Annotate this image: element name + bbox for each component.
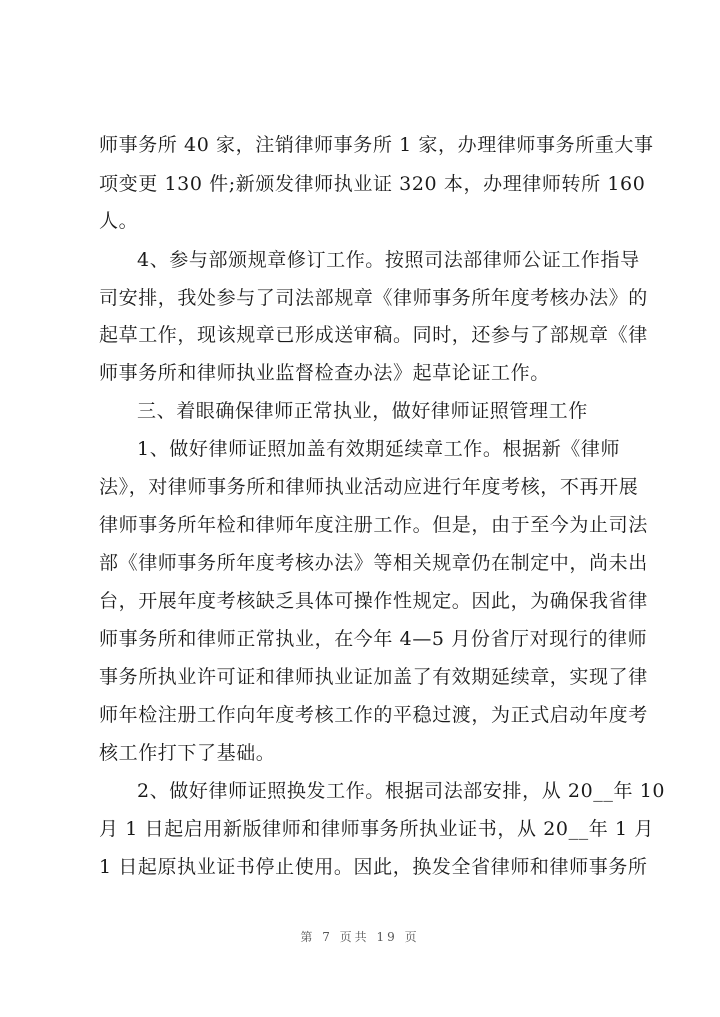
text-line: 司安排，我处参与了司法部规章《律师事务所年度考核办法》的 <box>99 287 648 309</box>
text-line: 师事务所 40 家，注销律师事务所 1 家，办理律师事务所重大事 <box>99 134 654 156</box>
text-line: 起草工作，现该规章已形成送审稿。同时，还参与了部规章《律 <box>99 324 648 346</box>
text-line: 核工作打下了基础。 <box>99 742 276 764</box>
text-line: 律师事务所年检和律师年度注册工作。但是，由于至今为止司法 <box>99 514 648 536</box>
text-line: 4、参与部颁规章修订工作。按照司法部律师公证工作指导 <box>137 249 640 271</box>
text-line: 台，开展年度考核缺乏具体可操作性规定。因此，为确保我省律 <box>99 590 648 612</box>
text-line: 人。 <box>99 210 139 232</box>
text-line: 部《律师事务所年度考核办法》等相关规章仍在制定中，尚未出 <box>99 552 648 574</box>
text-line: 项变更 130 件;新颁发律师执业证 320 本，办理律师转所 160 <box>99 173 646 195</box>
text-line: 法》，对律师事务所和律师执业活动应进行年度考核，不再开展 <box>99 476 639 498</box>
text-line: 师事务所和律师正常执业，在今年 4—5 月份省厅对现行的律师 <box>99 628 648 650</box>
section-heading: 三、着眼确保律师正常执业，做好律师证照管理工作 <box>137 400 588 422</box>
text-line: 事务所执业许可证和律师执业证加盖了有效期延续章，实现了律 <box>99 666 648 688</box>
text-line: 1 日起原执业证书停止使用。因此，换发全省律师和律师事务所 <box>99 856 648 878</box>
text-line: 2、做好律师证照换发工作。根据司法部安排，从 20__年 10 <box>137 780 666 802</box>
page-footer: 第 7 页共 19 页 <box>300 930 420 944</box>
text-line: 月 1 日起启用新版律师和律师事务所执业证书，从 20__年 1 月 <box>99 818 654 840</box>
text-line: 师事务所和律师执业监督检查办法》起草论证工作。 <box>99 362 550 384</box>
text-line: 师年检注册工作向年度考核工作的平稳过渡，为正式启动年度考 <box>99 704 648 726</box>
text-line: 1、做好律师证照加盖有效期延续章工作。根据新《律师 <box>137 438 621 460</box>
